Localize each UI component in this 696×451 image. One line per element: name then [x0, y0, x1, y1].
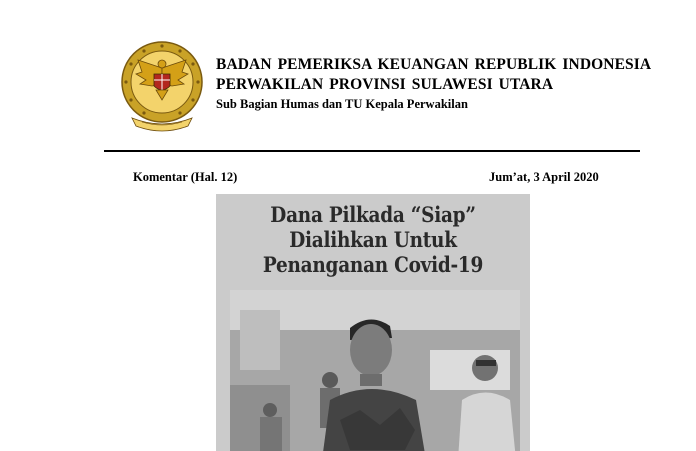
header-divider	[104, 150, 640, 152]
garuda-emblem-icon	[116, 38, 208, 134]
org-subdivision: Sub Bagian Humas dan TU Kepala Perwakilan	[216, 97, 468, 111]
org-branch: PERWAKILAN PROVINSI SULAWESI UTARA	[216, 76, 554, 93]
bpk-logo	[116, 38, 208, 134]
clipping-headline	[235, 202, 511, 277]
publication-date: Jum’at, 3 April 2020	[489, 170, 599, 184]
news-photo-icon	[230, 290, 520, 451]
headline-line-1: Dana Pilkada “Siap”	[270, 202, 476, 227]
headline-line-3: Penanganan Covid-19	[262, 252, 484, 277]
newspaper-clipping	[216, 194, 530, 451]
headline-line-2: Dialihkan Untuk	[289, 227, 457, 252]
newspaper-source: Komentar (Hal. 12)	[133, 170, 238, 184]
organization-heading	[216, 55, 686, 113]
news-photo	[230, 290, 520, 451]
org-name: BADAN PEMERIKSA KEUANGAN REPUBLIK INDONESIA	[216, 56, 652, 73]
